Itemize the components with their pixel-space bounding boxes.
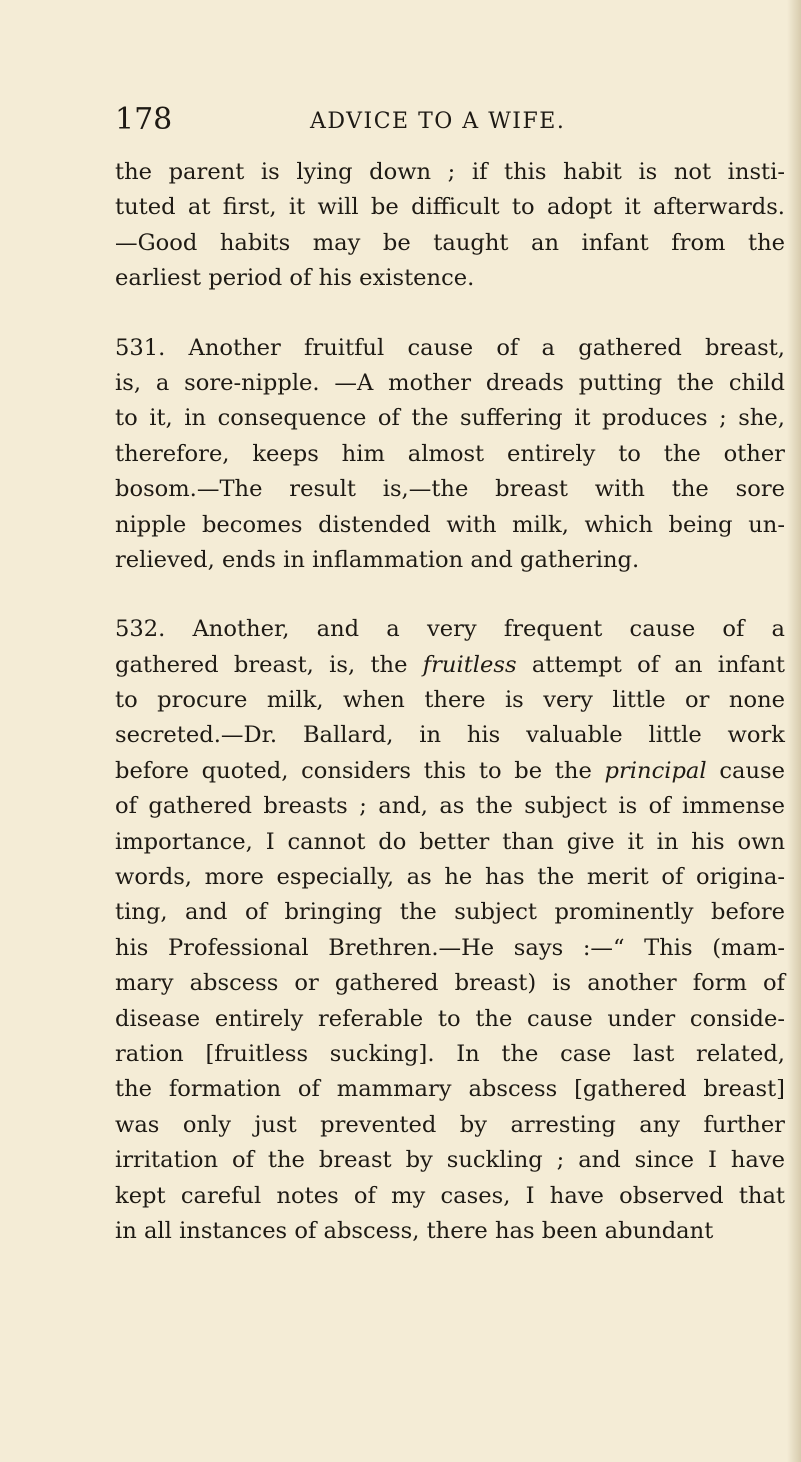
text-segment: —Good habits may be taught an infant from the [115, 229, 785, 256]
text-segment: his Professional Brethren.—He says :—“ This (mam- [115, 934, 785, 961]
text-line [115, 754, 785, 789]
text-segment: bosom.—The result is,—the breast with the sore [115, 476, 785, 503]
text-line [115, 683, 785, 718]
text-line [115, 1108, 785, 1143]
text-segment: relieved, ends in inflammation and gathering. [115, 546, 640, 573]
text-line [115, 190, 785, 225]
text-line [115, 331, 785, 366]
text-line [115, 508, 785, 543]
text-segment: in all instances of abscess, there has been abundant [115, 1217, 714, 1244]
paragraph [115, 155, 785, 297]
text-line [115, 1002, 785, 1037]
text-line [115, 366, 785, 401]
text-line [115, 155, 785, 190]
text-segment: the formation of mammary abscess [gathered breast] [115, 1076, 785, 1103]
text-line [115, 718, 785, 753]
page-header [115, 100, 795, 140]
text-line [115, 1214, 785, 1249]
running-head: ADVICE TO A WIFE. [310, 109, 566, 134]
text-segment: secreted.—Dr. Ballard, in his valuable little work [115, 722, 785, 749]
text-segment: cause [706, 757, 785, 784]
paragraph [115, 612, 785, 1249]
text-segment: 531. Another fruitful cause of a gathered breast, [115, 334, 785, 361]
text-segment: nipple becomes distended with milk, which being un- [115, 511, 785, 538]
text-line [115, 648, 785, 683]
text-segment: of gathered breasts ; and, as the subject is of immense [115, 793, 785, 820]
italic-text: principal [604, 757, 707, 784]
text-line [115, 1179, 785, 1214]
text-line [115, 860, 785, 895]
italic-text: fruitless [422, 651, 517, 678]
text-segment: was only just prevented by arresting any further [115, 1111, 785, 1138]
page-edge-shadow [787, 0, 801, 1462]
text-segment: mary abscess or gathered breast) is another form of [115, 970, 785, 997]
page-number: 178 [115, 102, 173, 137]
text-segment: earliest period of his existence. [115, 265, 475, 292]
text-segment: disease entirely referable to the cause under conside- [115, 1005, 785, 1032]
text-line [115, 261, 785, 296]
text-line [115, 1037, 785, 1072]
text-segment: therefore, keeps him almost entirely to the other [115, 440, 785, 467]
text-segment: ting, and of bringing the subject prominently before [115, 899, 785, 926]
text-segment: words, more especially, as he has the merit of origina- [115, 864, 785, 891]
text-line [115, 966, 785, 1001]
body-text [115, 155, 785, 1249]
text-segment: to it, in consequence of the suffering it produces ; she, [115, 405, 785, 432]
text-line [115, 1072, 785, 1107]
text-line [115, 226, 785, 261]
text-line [115, 401, 785, 436]
text-segment: gathered breast, is, the [115, 651, 423, 678]
text-segment: attempt of an infant [516, 651, 785, 678]
text-segment: is, a sore-nipple. —A mother dreads putting the child [115, 369, 785, 396]
text-segment: 532. Another, and a very frequent cause of a [115, 616, 785, 643]
text-line [115, 612, 785, 647]
text-line [115, 895, 785, 930]
paragraph [115, 331, 785, 579]
text-segment: importance, I cannot do better than give it in his own [115, 828, 785, 855]
text-line [115, 543, 785, 578]
text-line [115, 931, 785, 966]
text-segment: before quoted, considers this to be the [115, 757, 605, 784]
text-line [115, 437, 785, 472]
text-segment: kept careful notes of my cases, I have observed that [115, 1182, 785, 1209]
text-segment: tuted at first, it will be difficult to adopt it afterwards. [115, 194, 785, 221]
text-segment: irritation of the breast by suckling ; and since I have [115, 1147, 785, 1174]
text-line [115, 1143, 785, 1178]
text-line [115, 825, 785, 860]
text-segment: ration [fruitless sucking]. In the case last related, [115, 1040, 785, 1067]
text-line [115, 789, 785, 824]
text-segment: the parent is lying down ; if this habit is not insti- [115, 159, 785, 185]
text-segment: to procure milk, when there is very little or none [115, 687, 785, 714]
text-line [115, 472, 785, 507]
